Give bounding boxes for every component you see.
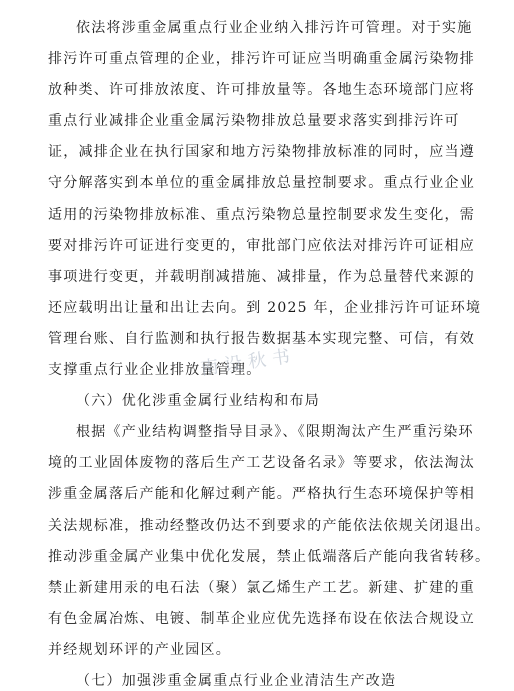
text-line: 有色金属冶炼、电镀、制革企业应优先选择布设在依法合规设立 (48, 611, 475, 627)
text-line: 还应载明出让量和出让去向。到 2025 年，企业排污许可证环境 (48, 300, 482, 316)
text-line: 守分解落实到本单位的重金属排放总量控制要求。重点行业企业 (48, 175, 475, 191)
text-line: 关法规标准，推动经整改仍达不到要求的产能依法依规关闭退出。 (48, 518, 491, 534)
text-line: 放种类、许可排放浓度、许可排放量等。各地生态环境部门应将 (48, 82, 475, 98)
text-line: 排污许可重点管理的企业，排污许可证应当明确重金属污染物排 (48, 51, 475, 67)
text-line: 禁止新建用汞的电石法（聚）氯乙烯生产工艺。新建、扩建的重 (48, 580, 475, 596)
section-heading-6: （六）优化涉重金属行业结构和布局 (76, 393, 320, 409)
text-line: 支撑重点行业企业排放量管理。 (48, 362, 262, 378)
text-line: 境的工业固体废物的落后生产工艺设备名录》等要求，依法淘汰 (48, 455, 475, 471)
text-line: 事项进行变更，并载明削减措施、减排量，作为总量替代来源的 (48, 269, 475, 285)
text-line: 管理台账、自行监测和执行报告数据基本实现完整、可信，有效 (48, 331, 475, 347)
text-line: 要对排污许可证进行变更的，审批部门应依法对排污许可证相应 (48, 238, 475, 254)
text-line: 根据《产业结构调整指导目录》、《限期淘汰产生严重污染环 (76, 424, 474, 440)
text-line: 重点行业减排企业重金属污染物排放总量要求落实到排污许可 (48, 113, 460, 129)
text-line: 适用的污染物排放标准、重点污染物总量控制要求发生变化，需 (48, 207, 475, 223)
watermark: 南设秋书 (199, 345, 298, 380)
text-line: 推动涉重金属产业集中优化发展，禁止低端落后产能向我省转移。 (48, 549, 491, 565)
text-line: 证，减排企业在执行国家和地方污染物排放标准的同时，应当遵 (48, 144, 475, 160)
section-heading-7: （七）加强涉重金属重点行业企业清洁生产改造 (76, 673, 397, 689)
text-line: 依法将涉重金属重点行业企业纳入排污许可管理。对于实施 (76, 20, 473, 36)
text-line: 并经规划环评的产业园区。 (48, 642, 231, 658)
text-line: 涉重金属落后产能和化解过剩产能。严格执行生态环境保护等相 (48, 486, 475, 502)
